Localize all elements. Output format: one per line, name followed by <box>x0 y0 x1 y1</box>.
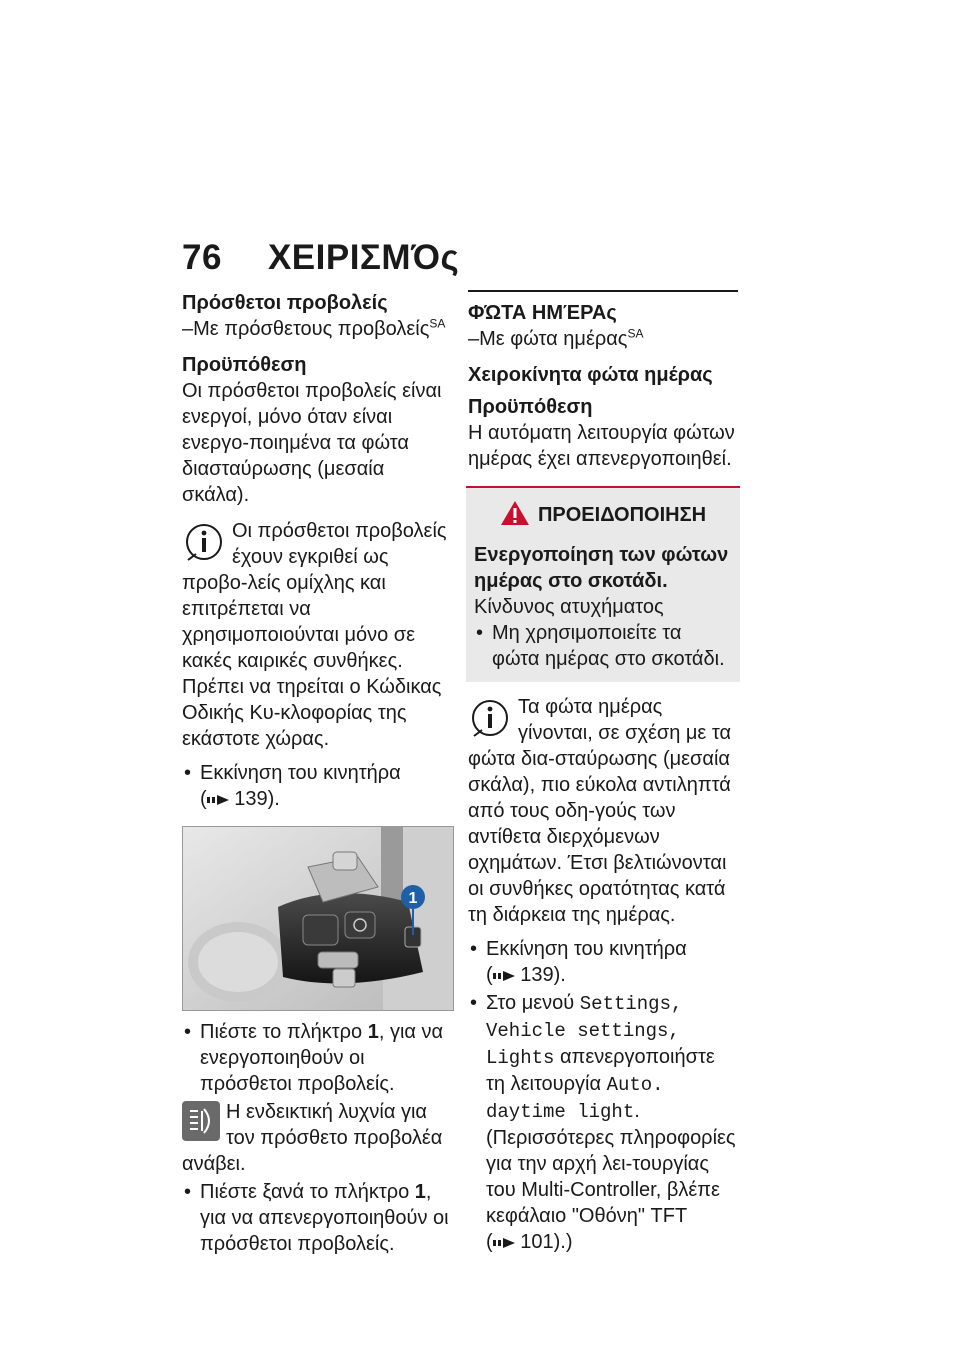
menu-lights: Lights <box>486 1047 555 1069</box>
handlebar-illustration <box>183 827 453 1010</box>
step-text: Πιέστε ξανά το πλήκτρο <box>200 1181 415 1203</box>
option-line <box>468 326 738 352</box>
step-text: Στο μενού <box>486 992 580 1014</box>
info-note <box>468 694 738 928</box>
step-text-mid: απενεργοποιήστε τη λειτουργία <box>486 1046 715 1095</box>
section-rule <box>468 290 738 292</box>
bullet-dot: • <box>476 622 484 644</box>
heading-manual-daytime-lights: Χειροκίνητα φώτα ημέρας <box>468 364 713 386</box>
warning-triangle-icon <box>500 500 530 526</box>
info-icon <box>182 520 226 566</box>
left-column <box>182 290 452 1257</box>
fog-light-indicator-icon <box>182 1101 220 1141</box>
page-reference-link[interactable]: 139). <box>234 788 280 810</box>
page-reference-link[interactable]: 139). <box>520 964 566 986</box>
prerequisite-heading: Προϋπόθεση <box>182 354 307 376</box>
step-text: Πιέστε το πλήκτρο <box>200 1021 368 1043</box>
step-press-button <box>182 1019 452 1097</box>
button-number: 1 <box>414 1181 426 1203</box>
page-reference-link[interactable]: 101).) <box>520 1231 573 1253</box>
arrow-right-icon <box>493 1238 515 1248</box>
option-text: –Με φώτα ημέρας <box>468 328 628 350</box>
bullet-dot: • <box>470 992 478 1014</box>
step-text-end: . (Περισσότερες πληροφορίες για την αρχή λει-τουργίας του Multi-Controller, βλέπε κεφάλαιο "Οθόνη" TFT <box>486 1100 736 1227</box>
arrow-right-icon <box>207 795 229 805</box>
menu-auto-daytime-light: Auto. daytime light <box>486 1074 664 1123</box>
step-text: Εκκίνηση του κινητήρα <box>486 938 687 960</box>
info-text: Οι πρόσθετοι προβολείς έχουν εγκριθεί ως προβο-λείς ομίχλης και επιτρέπεται να χρησιμοποιούνται μόνο σε κακές καιρικές συνθήκες. Πρέπει να τηρείται ο Κώδικας Οδικής Κυ-κλοφορίας της εκάστοτε χώρας. <box>182 520 447 750</box>
warning-heading: Ενεργοποίηση των φώτων ημέρας στο σκοτάδι. <box>474 544 729 592</box>
option-code: SA <box>627 326 644 341</box>
step-settings-menu: • Στο μενού Settings, Vehicle settings, Lights απενεργοποιήστε τη λειτουργία Auto. daytime light. (Περισσότερες πληροφορίες για την αρχή λει-τουργίας του Multi-Controller, βλέπε κεφάλαιο "Οθόνη" TFT ( 101).) <box>470 992 736 1253</box>
page-header <box>182 238 459 278</box>
option-text: –Με πρόσθετους προβολείς <box>182 318 430 340</box>
warning-action <box>474 620 732 672</box>
heading-additional-headlights: Πρόσθετοι προβολείς <box>182 292 388 314</box>
bullet-dot: • <box>184 1181 192 1203</box>
prerequisite-heading: Προϋπόθεση <box>468 396 593 418</box>
step-text-end: , για να απενεργοποιηθούν οι πρόσθετοι προβολείς. <box>200 1181 449 1255</box>
menu-settings: Settings, <box>579 993 683 1015</box>
step-start-engine: • Εκκίνηση του κινητήρα ( 139). <box>184 762 401 810</box>
prerequisite-text: Οι πρόσθετοι προβολείς είναι ενεργοί, μόνο όταν είναι ενεργο-ποιημένα τα φώτα διασταύρωσης (μεσαία σκάλα). <box>182 380 442 506</box>
info-note <box>182 518 452 752</box>
step-text-end: , για να ενεργοποιηθούν οι πρόσθετοι προβολείς. <box>200 1021 444 1095</box>
indicator-text: Η ενδεικτική λυχνία για τον πρόσθετο προβολέα ανάβει. <box>182 1101 443 1175</box>
handlebar-switch-photo <box>182 826 454 1011</box>
warning-box <box>466 486 740 682</box>
button-number: 1 <box>367 1021 379 1043</box>
option-line <box>182 316 452 342</box>
step-press-again <box>182 1179 452 1257</box>
menu-vehicle-settings: Vehicle settings, <box>486 1020 680 1042</box>
arrow-right-icon <box>493 971 515 981</box>
warning-label: ΠΡΟΕΙΔΟΠΟΙΗΣΗ <box>537 504 707 526</box>
step-text: Εκκίνηση του κινητήρα <box>200 762 401 784</box>
bullet-dot: • <box>184 762 192 784</box>
right-column <box>468 290 738 1255</box>
bullet-dot: • <box>470 938 478 960</box>
warning-title <box>474 500 732 528</box>
prerequisite-text: Η αυτόματη λειτουργία φώτων ημέρας έχει απενεργοποιηθεί. <box>468 422 735 470</box>
photo-callout-number: 1 <box>408 890 418 907</box>
info-text: Τα φώτα ημέρας γίνονται, σε σχέση με τα φώτα δια-σταύρωσης (μεσαία σκάλα), πιο εύκολα αντιληπτά από τους οδη-γούς των αντίθετα διερχόμενων οχημάτων. Έτσι βελτιώνονται οι συνθήκες ορατότητας κατά τη διάρκεια της ημέρας. <box>468 696 732 926</box>
info-icon <box>468 696 512 742</box>
heading-daytime-lights: ΦΏΤΑ ΗΜΈΡΑς <box>468 302 617 324</box>
option-code: SA <box>429 316 446 331</box>
warning-hazard: Κίνδυνος ατυχήματος <box>474 596 664 618</box>
page-number: 76 <box>182 238 222 277</box>
bullet-dot: • <box>184 1021 192 1043</box>
indicator-note <box>182 1099 452 1177</box>
section-title: ΧΕΙΡΙΣΜΌς <box>267 238 460 277</box>
warning-action-text: Μη χρησιμοποιείτε τα φώτα ημέρας στο σκοτάδι. <box>492 622 725 670</box>
step-start-engine: • Εκκίνηση του κινητήρα ( 139). <box>470 938 687 986</box>
